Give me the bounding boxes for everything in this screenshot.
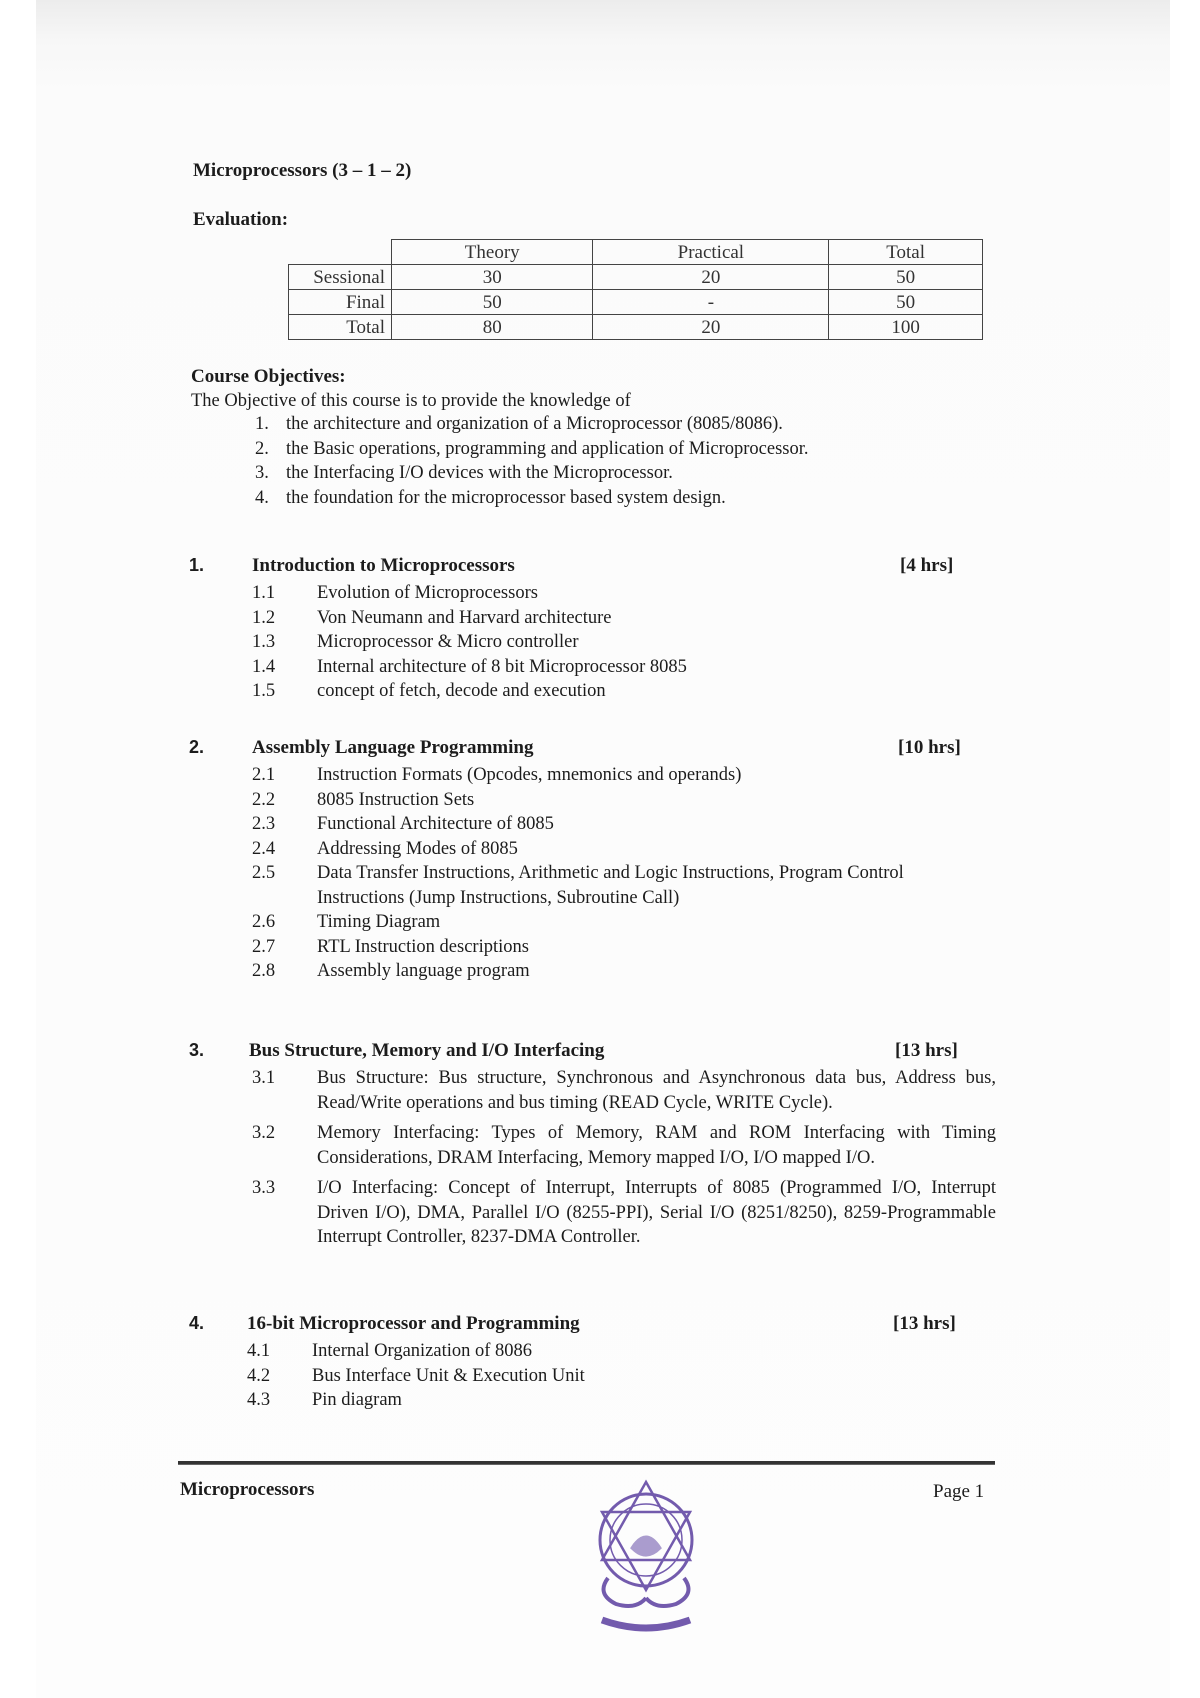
topic-text: Internal Organization of 8086 <box>312 1341 533 1361</box>
topic-item <box>189 763 1004 788</box>
topic-item <box>189 581 1004 606</box>
topic-item <box>189 837 1004 862</box>
table-header-total: Total <box>829 240 983 265</box>
list-item <box>255 439 809 464</box>
university-seal-icon <box>572 1468 720 1643</box>
course-title: Microprocessors (3 – 1 – 2) <box>193 160 412 181</box>
topic-number: 4.2 <box>247 1365 271 1386</box>
topic-item <box>189 910 1004 935</box>
table-row <box>289 315 983 340</box>
topic-item <box>189 812 1004 837</box>
cell-practical: - <box>593 290 829 315</box>
topic-item <box>189 1176 1004 1250</box>
section-number: 4. <box>189 1313 205 1333</box>
objectives-intro: The Objective of this course is to provide the knowledge of <box>191 391 631 411</box>
section-title: 16-bit Microprocessor and Programming <box>247 1313 580 1334</box>
section-assembly <box>189 737 1004 984</box>
topic-number: 4.1 <box>247 1341 271 1361</box>
section-number: 3. <box>189 1040 205 1060</box>
section-hours: [13 hrs] <box>895 1040 958 1061</box>
item-text: the Basic operations, programming and application of Microprocessor. <box>286 438 809 459</box>
item-text: the architecture and organization of a Microprocessor (8085/8086). <box>286 414 783 434</box>
item-number: 1. <box>255 414 269 434</box>
evaluation-table <box>288 239 983 340</box>
topic-item <box>189 959 1004 984</box>
table-corner <box>289 240 392 265</box>
topic-number: 2.5 <box>252 863 276 883</box>
topic-text: Data Transfer Instructions, Arithmetic and Logic Instructions, Program Control <box>317 863 904 883</box>
evaluation-heading: Evaluation: <box>193 209 289 230</box>
topic-number: 2.4 <box>252 838 276 859</box>
topic-text: Instructions (Jump Instructions, Subroutine Call) <box>317 887 680 908</box>
list-item <box>255 414 809 439</box>
topic-number: 1.4 <box>252 656 276 677</box>
cell-total: 50 <box>829 265 983 290</box>
row-label: Final <box>289 290 392 315</box>
topic-item <box>189 630 1004 655</box>
section-title: Bus Structure, Memory and I/O Interfacing <box>249 1040 605 1061</box>
item-text: the Interfacing I/O devices with the Microprocessor. <box>286 463 673 483</box>
topic-item <box>189 1364 1004 1389</box>
item-number: 4. <box>255 487 269 508</box>
topic-text: 8085 Instruction Sets <box>317 789 475 810</box>
topic-number: 2.7 <box>252 936 276 957</box>
section-number: 2. <box>189 737 205 757</box>
section-header <box>189 555 1004 581</box>
topic-item <box>189 655 1004 680</box>
topic-text: Timing Diagram <box>317 912 441 932</box>
table-header-theory: Theory <box>392 240 593 265</box>
section-introduction <box>189 555 1004 704</box>
row-label: Sessional <box>289 265 392 290</box>
topic-item <box>189 861 1004 886</box>
topic-item <box>189 788 1004 813</box>
item-text: the foundation for the microprocessor based system design. <box>286 487 726 508</box>
topic-number: 3.3 <box>252 1178 276 1198</box>
topic-text: Internal architecture of 8 bit Microprocessor 8085 <box>317 656 687 677</box>
cell-total: 100 <box>829 315 983 340</box>
topic-item <box>189 606 1004 631</box>
cell-total: 50 <box>829 290 983 315</box>
cell-theory: 30 <box>392 265 593 290</box>
topic-number: 1.5 <box>252 681 276 701</box>
footer-divider <box>178 1461 995 1465</box>
section-16bit <box>189 1313 1004 1413</box>
topic-item <box>189 679 1004 704</box>
topic-text: RTL Instruction descriptions <box>317 936 529 957</box>
topic-item <box>189 935 1004 960</box>
section-number: 1. <box>189 555 205 575</box>
topic-number: 2.1 <box>252 765 276 785</box>
topic-number: 2.6 <box>252 912 276 932</box>
row-label: Total <box>289 315 392 340</box>
table-header-row <box>289 240 983 265</box>
topic-text: Evolution of Microprocessors <box>317 583 538 603</box>
topic-item <box>189 886 1004 911</box>
topic-text: Microprocessor & Micro controller <box>317 632 579 652</box>
topic-item <box>189 1339 1004 1364</box>
topic-text: Addressing Modes of 8085 <box>317 838 518 859</box>
section-header <box>189 1313 1004 1339</box>
table-row <box>289 290 983 315</box>
topic-number: 1.3 <box>252 632 276 652</box>
topic-text: Instruction Formats (Opcodes, mnemonics and operands) <box>317 765 742 785</box>
topic-number: 2.8 <box>252 961 276 981</box>
topic-number: 3.1 <box>252 1068 276 1088</box>
topic-item <box>189 1066 1004 1115</box>
page-number: Page 1 <box>933 1481 985 1502</box>
item-number: 3. <box>255 463 269 483</box>
section-hours: [10 hrs] <box>898 737 961 758</box>
topic-text: Memory Interfacing: Types of Memory, RAM and ROM Interfacing with Timing Considerations, DRAM Interfacing, Memory mapped I/O, I/O mapped I/O. <box>317 1123 996 1168</box>
section-bus-structure <box>189 1040 1004 1250</box>
table-row <box>289 265 983 290</box>
topic-number: 1.1 <box>252 583 276 603</box>
section-title: Assembly Language Programming <box>252 737 534 758</box>
footer-title: Microprocessors <box>180 1479 315 1500</box>
list-item <box>255 463 809 488</box>
cell-practical: 20 <box>593 315 829 340</box>
objectives-heading: Course Objectives: <box>191 366 346 387</box>
topic-text: Bus Structure: Bus structure, Synchronous and Asynchronous data bus, Address bus, Read/Write operations and bus timing (READ Cycle, WRITE Cycle). <box>317 1068 996 1113</box>
item-number: 2. <box>255 438 269 459</box>
topic-number <box>189 886 317 911</box>
topic-number: 2.3 <box>252 814 276 834</box>
cell-theory: 80 <box>392 315 593 340</box>
topic-text: I/O Interfacing: Concept of Interrupt, Interrupts of 8085 (Programmed I/O, Interrupt Driven I/O), DMA, Parallel I/O (8255-PPI), Serial I/O (8251/8250), 8259-Programmable Interrupt Controller, 8237-DMA Controller. <box>317 1178 996 1247</box>
topic-item <box>189 1388 1004 1413</box>
topic-number: 1.2 <box>252 607 276 628</box>
section-header <box>189 1040 1004 1066</box>
topic-text: concept of fetch, decode and execution <box>317 681 606 701</box>
topic-text: Pin diagram <box>312 1390 402 1410</box>
cell-practical: 20 <box>593 265 829 290</box>
topic-text: Functional Architecture of 8085 <box>317 814 554 834</box>
list-item <box>255 488 809 513</box>
topic-number: 2.2 <box>252 789 276 810</box>
section-header <box>189 737 1004 763</box>
section-title: Introduction to Microprocessors <box>252 555 515 576</box>
topic-text: Bus Interface Unit & Execution Unit <box>312 1365 585 1386</box>
topic-item <box>189 1121 1004 1170</box>
section-hours: [4 hrs] <box>900 555 954 576</box>
cell-theory: 50 <box>392 290 593 315</box>
topic-number: 4.3 <box>247 1390 271 1410</box>
topic-text: Von Neumann and Harvard architecture <box>317 607 612 628</box>
section-hours: [13 hrs] <box>893 1313 956 1334</box>
topic-text: Assembly language program <box>317 961 530 981</box>
topic-number: 3.2 <box>252 1123 276 1143</box>
table-header-practical: Practical <box>593 240 829 265</box>
objectives-list <box>255 414 809 512</box>
